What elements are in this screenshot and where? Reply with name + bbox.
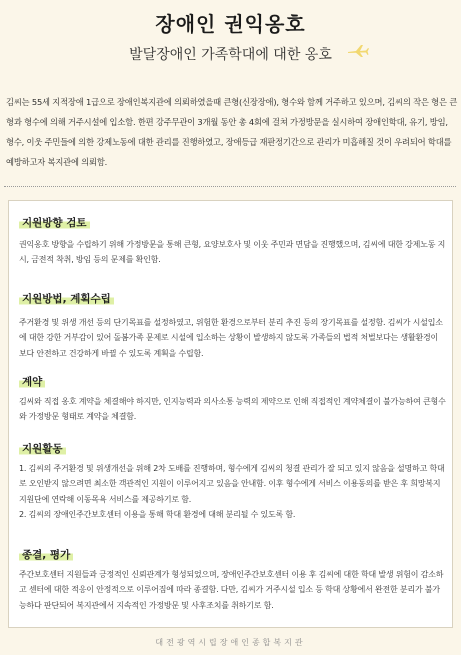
section-body-review: 권익옹호 방향을 수립하기 위해 가정방문을 통해 큰형, 요양보호사 및 이웃 주민과 면담을 진행했으며, 김씨에 대한 강제노동 지시, 금전적 착취, 방임 등의 문제를 확인함. — [19, 240, 446, 265]
page-title: 장애인 권익옹호 — [155, 12, 306, 36]
section-body-activities: 1. 김씨의 주거환경 및 위생개선을 위해 2차 도배를 진행하며, 형수에게 김씨의 청결 관리가 잘 되고 있지 않음을 설명하고 학대로 오인받지 않으려면 최소한 객관적인 지원이 이루어지고 있음을 안내함. 이후 형수에게 서비스 이용동의를 받은 후 희망복지지원단에 연락해 이동목욕 서비스를 제공하기로 함. 2. 김씨의 장애인주간보호센터 이용을 통해 학대 환경에 대해 분리될 수 있도록 함. — [19, 464, 445, 519]
content-card — [8, 200, 453, 628]
section-body-plan: 주거환경 및 위생 개선 등의 단기목표를 설정하였고, 위험한 환경으로부터 분리 추진 등의 장기목표를 설정함. 김씨가 시설입소에 대한 강한 거부감이 있어 돌봄가족 문제로 시설에 입소하는 상황이 발생하지 않도록 가족들의 법적 처벌보다는 생활환경이 보다 안전하고 건강하게 바뀔 수 있도록 계획을 수립함. — [19, 318, 443, 358]
section-body-contract: 김씨와 직접 옹호 계약을 체결해야 하지만, 인지능력과 의사소통 능력의 제약으로 인해 직접적인 계약체결이 불가능하여 큰형수와 가정방문 형태로 계약을 체결함. — [19, 397, 446, 422]
subtitle-wrap — [0, 44, 461, 64]
section-body-evaluation: 주간보호센터 지원들과 긍정적인 신뢰관계가 형성되었으며, 장애인주간보호센터 이용 후 김씨에 대한 학대 발생 위험이 감소하고 센터에 대한 적응이 안정적으로 이루어짐에 따라 종결함. 다만, 김씨가 거주시설 입소 등 학대 상황에서 완전한 분리가 불가능하다 판단되어 복지관에서 지속적인 가정방문 및 사후조치를 취하기로 함. — [19, 570, 444, 610]
airplane-icon — [347, 44, 369, 58]
page-subtitle: 발달장애인 가족학대에 대한 옹호 — [125, 44, 336, 64]
section-heading-review: 지원방향 검토 — [19, 215, 90, 230]
section-heading-plan: 지원방법, 계획수립 — [19, 291, 114, 306]
dotted-divider — [4, 186, 456, 187]
footer-org-name: 대전광역시립장애인종합복지관 — [155, 638, 306, 647]
section-heading-contract: 계약 — [19, 374, 45, 389]
section-heading-evaluation: 종결, 평가 — [19, 547, 73, 562]
intro-paragraph: 김씨는 55세 지적장애 1급으로 장애인복지관에 의뢰하였을때 큰형(신장장애), 형수와 함께 거주하고 있으며, 김씨의 작은 형은 큰형과 형수에 의해 거주시설에 입소함. 한편 강주무관이 3개월 동안 총 4회에 걸쳐 가정방문을 실시하여 장애인학대, 유기, 방임, 형수, 이웃 주민들에 의한 강제노동에 대한 관리를 진행하였고, 장애등급 재판정기간으로 관리가 미흡해질 것이 우려되어 학대를 예방하고자 복지관에 의뢰함. — [6, 97, 458, 167]
section-heading-activities: 지원활동 — [19, 441, 66, 456]
